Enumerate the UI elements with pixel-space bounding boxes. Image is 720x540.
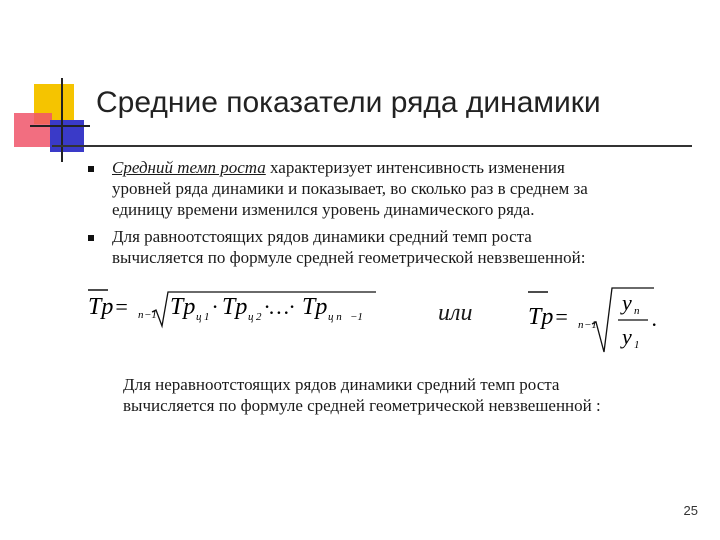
bullet-2-line-2: вычисляется по формуле средней геометрической невзвешенной: xyxy=(112,248,586,267)
bullet-marker xyxy=(88,166,94,172)
note-line-2: вычисляется по формуле средней геометрической невзвешенной : xyxy=(123,396,601,415)
bullet-marker xyxy=(88,235,94,241)
svg-text:−1: −1 xyxy=(584,319,597,331)
svg-text:.: . xyxy=(652,306,658,331)
svg-text:Tp: Tp xyxy=(302,294,328,320)
svg-text:n: n xyxy=(634,305,640,317)
slide-title: Средние показатели ряда динамики xyxy=(96,86,601,119)
svg-text:1: 1 xyxy=(634,339,640,351)
term-average-growth-rate: Средний темп роста xyxy=(112,158,266,177)
bullet-1 xyxy=(112,157,702,220)
svg-text:y: y xyxy=(622,324,632,349)
svg-text:Tp: Tp xyxy=(528,304,554,330)
svg-text:y: y xyxy=(622,290,632,315)
decor-vertical-line xyxy=(61,78,63,162)
svg-text:n: n xyxy=(578,319,584,331)
svg-text:=: = xyxy=(554,304,569,329)
svg-text:Tp: Tp xyxy=(170,294,196,320)
svg-text:·: · xyxy=(212,294,218,319)
title-underline xyxy=(52,145,692,147)
svg-text:Tp: Tp xyxy=(222,294,248,320)
svg-text:1: 1 xyxy=(204,311,210,323)
note-line-1: Для неравноотстоящих рядов динамики средний темп роста xyxy=(123,375,560,394)
svg-text:−1: −1 xyxy=(144,309,157,321)
formula-ratio xyxy=(524,284,684,356)
bullet-1-line-2: уровней ряда динамики и показывает, во сколько раз в среднем за xyxy=(112,179,588,198)
note-unequal-intervals xyxy=(123,374,703,416)
svg-text:ц: ц xyxy=(196,311,202,323)
decor-red-square xyxy=(14,113,52,147)
svg-text:n: n xyxy=(138,309,144,321)
svg-text:Tp: Tp xyxy=(88,294,114,320)
svg-text:2: 2 xyxy=(256,311,262,323)
bullet-1-line-1: характеризует интенсивность изменения xyxy=(265,158,565,177)
svg-text:ц n: ц n xyxy=(328,311,342,323)
svg-text:ц: ц xyxy=(248,311,254,323)
bullet-2 xyxy=(112,226,702,268)
svg-text:−1: −1 xyxy=(350,311,363,323)
formula-equal-intervals xyxy=(84,282,384,334)
decor-horizontal-line xyxy=(30,125,90,127)
svg-text:=: = xyxy=(114,294,129,319)
page-number: 25 xyxy=(683,503,698,518)
bullet-2-line-1: Для равноотстоящих рядов динамики средний темп роста xyxy=(112,227,532,246)
bullet-1-line-3: единицу времени изменился уровень динамического ряда. xyxy=(112,200,535,219)
or-label: или xyxy=(438,300,473,326)
svg-text:·…·: ·…· xyxy=(264,294,295,319)
